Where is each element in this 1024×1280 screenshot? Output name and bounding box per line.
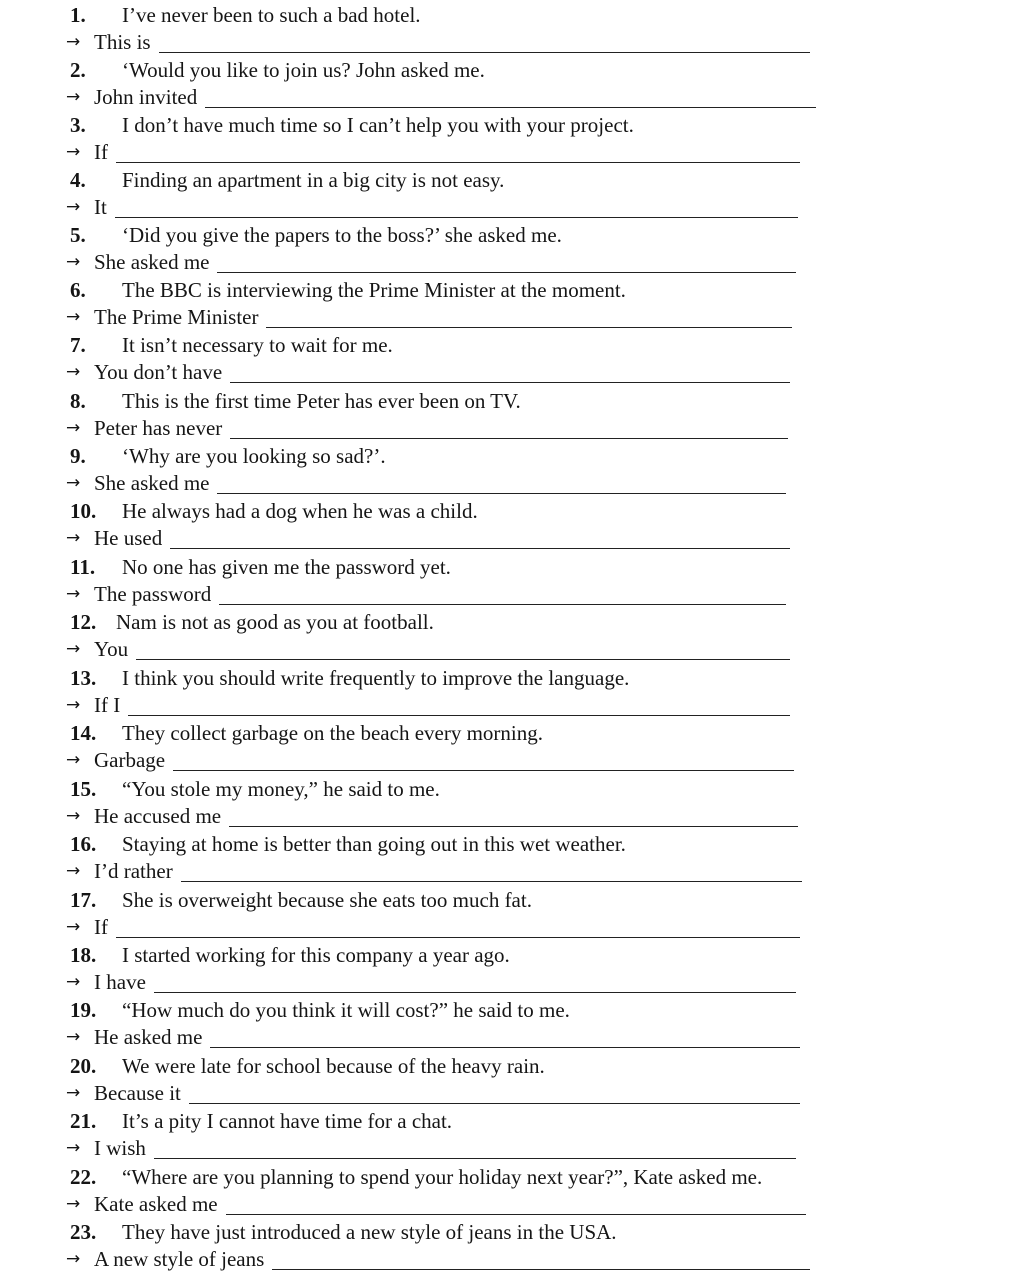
question-line [70, 1108, 452, 1134]
question-number: 9. [70, 444, 86, 468]
exercise-item [0, 887, 1024, 943]
question-line [70, 665, 629, 691]
arrow-icon: → [66, 639, 81, 659]
answer-blank[interactable] [226, 1194, 806, 1215]
question-line [70, 942, 510, 968]
question-sentence: This is the first time Peter has ever been on TV. [122, 389, 521, 413]
answer-line [66, 1135, 796, 1161]
question-sentence: The BBC is interviewing the Prime Minister at the moment. [122, 278, 626, 302]
answer-stem: I have [94, 970, 146, 994]
exercise-item [0, 942, 1024, 998]
answer-line [66, 249, 796, 275]
exercise-item [0, 112, 1024, 168]
question-sentence: “You stole my money,” he said to me. [122, 777, 440, 801]
answer-stem: You don’t have [94, 360, 223, 384]
answer-blank[interactable] [170, 528, 790, 549]
answer-line [66, 1191, 806, 1217]
exercise-item [0, 1108, 1024, 1164]
question-sentence: He always had a dog when he was a child. [122, 499, 478, 523]
question-line [70, 332, 393, 358]
answer-line [66, 692, 790, 718]
question-number: 12. [70, 610, 97, 634]
answer-blank[interactable] [115, 197, 798, 218]
question-number: 23. [70, 1220, 97, 1244]
answer-blank[interactable] [217, 473, 786, 494]
question-line [70, 554, 451, 580]
arrow-icon: → [66, 87, 81, 107]
arrow-icon: → [66, 1249, 81, 1269]
question-sentence: It’s a pity I cannot have time for a chat. [122, 1109, 453, 1133]
exercise-item [0, 609, 1024, 665]
answer-stem: Peter has never [94, 416, 223, 440]
question-sentence: No one has given me the password yet. [122, 555, 451, 579]
answer-line [66, 1080, 800, 1106]
question-number: 19. [70, 998, 97, 1022]
arrow-icon: → [66, 750, 81, 770]
question-sentence: She is overweight because she eats too much fat. [122, 888, 532, 912]
answer-blank[interactable] [154, 1138, 796, 1159]
question-line [70, 112, 634, 138]
question-line [70, 277, 626, 303]
question-sentence: It isn’t necessary to wait for me. [122, 333, 393, 357]
question-line [70, 776, 440, 802]
answer-line [66, 858, 802, 884]
question-number: 15. [70, 777, 97, 801]
arrow-icon: → [66, 917, 81, 937]
answer-line [66, 803, 798, 829]
question-number: 6. [70, 278, 86, 302]
answer-line [66, 1024, 800, 1050]
answer-blank[interactable] [154, 972, 796, 993]
answer-stem: Kate asked me [94, 1192, 218, 1216]
question-sentence: We were late for school because of the heavy rain. [122, 1054, 545, 1078]
answer-stem: I wish [94, 1136, 146, 1160]
question-line [70, 443, 386, 469]
question-number: 20. [70, 1054, 97, 1078]
question-sentence: I’ve never been to such a bad hotel. [122, 3, 421, 27]
answer-line [66, 636, 790, 662]
question-number: 17. [70, 888, 97, 912]
exercise-item [0, 443, 1024, 499]
exercise-item [0, 57, 1024, 113]
answer-stem: The Prime Minister [94, 305, 259, 329]
question-line [70, 1219, 617, 1245]
answer-line [66, 139, 800, 165]
question-line [70, 498, 478, 524]
answer-blank[interactable] [136, 639, 790, 660]
answer-stem: The password [94, 582, 212, 606]
arrow-icon: → [66, 142, 81, 162]
question-sentence: “Where are you planning to spend your holiday next year?”, Kate asked me. [122, 1165, 763, 1189]
answer-stem: I’d rather [94, 859, 173, 883]
answer-line [66, 969, 796, 995]
exercise-item [0, 665, 1024, 721]
answer-stem: He accused me [94, 804, 222, 828]
answer-stem: Because it [94, 1081, 181, 1105]
exercise-item [0, 1164, 1024, 1220]
exercise-item [0, 776, 1024, 832]
answer-line [66, 194, 798, 220]
question-sentence: “How much do you think it will cost?” he said to me. [122, 998, 570, 1022]
answer-blank[interactable] [219, 584, 786, 605]
arrow-icon: → [66, 806, 81, 826]
arrow-icon: → [66, 1027, 81, 1047]
answer-stem: He used [94, 526, 163, 550]
answer-line [66, 1246, 810, 1272]
exercise-item [0, 1219, 1024, 1275]
question-sentence: Nam is not as good as you at football. [116, 610, 434, 634]
answer-line [66, 415, 788, 441]
arrow-icon: → [66, 197, 81, 217]
question-number: 18. [70, 943, 97, 967]
arrow-icon: → [66, 362, 81, 382]
question-sentence: They collect garbage on the beach every morning. [122, 721, 543, 745]
arrow-icon: → [66, 972, 81, 992]
question-line [70, 997, 570, 1023]
answer-stem: A new style of jeans [94, 1247, 265, 1271]
arrow-icon: → [66, 1194, 81, 1214]
exercise-item [0, 554, 1024, 610]
question-number: 5. [70, 223, 86, 247]
answer-stem: You [94, 637, 129, 661]
answer-blank[interactable] [159, 32, 810, 53]
answer-line [66, 359, 790, 385]
exercise-item [0, 332, 1024, 388]
answer-blank[interactable] [272, 1249, 810, 1270]
question-line [70, 388, 521, 414]
question-line [70, 222, 562, 248]
answer-stem: Garbage [94, 748, 166, 772]
arrow-icon: → [66, 1083, 81, 1103]
arrow-icon: → [66, 1138, 81, 1158]
question-line [70, 57, 485, 83]
arrow-icon: → [66, 695, 81, 715]
question-number: 16. [70, 832, 97, 856]
arrow-icon: → [66, 861, 81, 881]
answer-blank[interactable] [189, 1083, 800, 1104]
question-number: 4. [70, 168, 86, 192]
answer-line [66, 914, 800, 940]
answer-blank[interactable] [230, 418, 788, 439]
question-number: 22. [70, 1165, 97, 1189]
question-line [70, 720, 543, 746]
exercise-item [0, 222, 1024, 278]
answer-stem: It [94, 195, 107, 219]
answer-stem: John invited [94, 85, 198, 109]
question-sentence: ‘Did you give the papers to the boss?’ she asked me. [122, 223, 562, 247]
question-sentence: They have just introduced a new style of jeans in the USA. [122, 1220, 617, 1244]
answer-blank[interactable] [205, 87, 816, 108]
exercise-item [0, 997, 1024, 1053]
arrow-icon: → [66, 32, 81, 52]
arrow-icon: → [66, 307, 81, 327]
answer-stem: If [94, 915, 108, 939]
answer-line [66, 525, 790, 551]
question-sentence: I started working for this company a year ago. [122, 943, 510, 967]
arrow-icon: → [66, 473, 81, 493]
exercise-item [0, 1053, 1024, 1109]
arrow-icon: → [66, 252, 81, 272]
arrow-icon: → [66, 584, 81, 604]
exercise-item [0, 167, 1024, 223]
answer-blank[interactable] [217, 252, 796, 273]
arrow-icon: → [66, 418, 81, 438]
question-number: 21. [70, 1109, 97, 1133]
answer-stem: This is [94, 30, 151, 54]
question-line [70, 609, 434, 635]
answer-stem: If I [94, 693, 121, 717]
answer-line [66, 29, 810, 55]
answer-stem: She asked me [94, 471, 210, 495]
question-number: 3. [70, 113, 86, 137]
exercise-item [0, 277, 1024, 333]
answer-stem: She asked me [94, 250, 210, 274]
arrow-icon: → [66, 528, 81, 548]
question-sentence: ‘Would you like to join us? John asked me. [122, 58, 485, 82]
question-number: 7. [70, 333, 86, 357]
answer-blank[interactable] [116, 142, 800, 163]
question-sentence: I think you should write frequently to improve the language. [122, 666, 630, 690]
question-line [70, 167, 504, 193]
question-number: 11. [70, 555, 96, 579]
answer-blank[interactable] [181, 861, 802, 882]
answer-line [66, 581, 786, 607]
answer-blank[interactable] [229, 806, 798, 827]
answer-blank[interactable] [230, 362, 790, 383]
question-number: 10. [70, 499, 97, 523]
question-line [70, 1164, 762, 1190]
answer-stem: If [94, 140, 108, 164]
answer-blank[interactable] [173, 750, 794, 771]
answer-stem: He asked me [94, 1025, 203, 1049]
question-number: 14. [70, 721, 97, 745]
question-line [70, 887, 532, 913]
question-number: 8. [70, 389, 86, 413]
answer-line [66, 84, 816, 110]
question-line [70, 831, 626, 857]
answer-blank[interactable] [128, 695, 790, 716]
answer-line [66, 304, 792, 330]
answer-blank[interactable] [210, 1027, 800, 1048]
question-sentence: Finding an apartment in a big city is not easy. [122, 168, 505, 192]
exercise-item [0, 2, 1024, 58]
answer-blank[interactable] [116, 917, 800, 938]
question-sentence: I don’t have much time so I can’t help you with your project. [122, 113, 634, 137]
answer-line [66, 470, 786, 496]
exercise-item [0, 388, 1024, 444]
question-number: 1. [70, 3, 86, 27]
exercise-item [0, 720, 1024, 776]
answer-blank[interactable] [266, 307, 792, 328]
answer-line [66, 747, 794, 773]
question-sentence: ‘Why are you looking so sad?’. [122, 444, 386, 468]
exercise-item [0, 498, 1024, 554]
exercise-item [0, 831, 1024, 887]
question-line [70, 1053, 545, 1079]
question-number: 13. [70, 666, 97, 690]
question-sentence: Staying at home is better than going out in this wet weather. [122, 832, 626, 856]
question-number: 2. [70, 58, 86, 82]
question-line [70, 2, 421, 28]
